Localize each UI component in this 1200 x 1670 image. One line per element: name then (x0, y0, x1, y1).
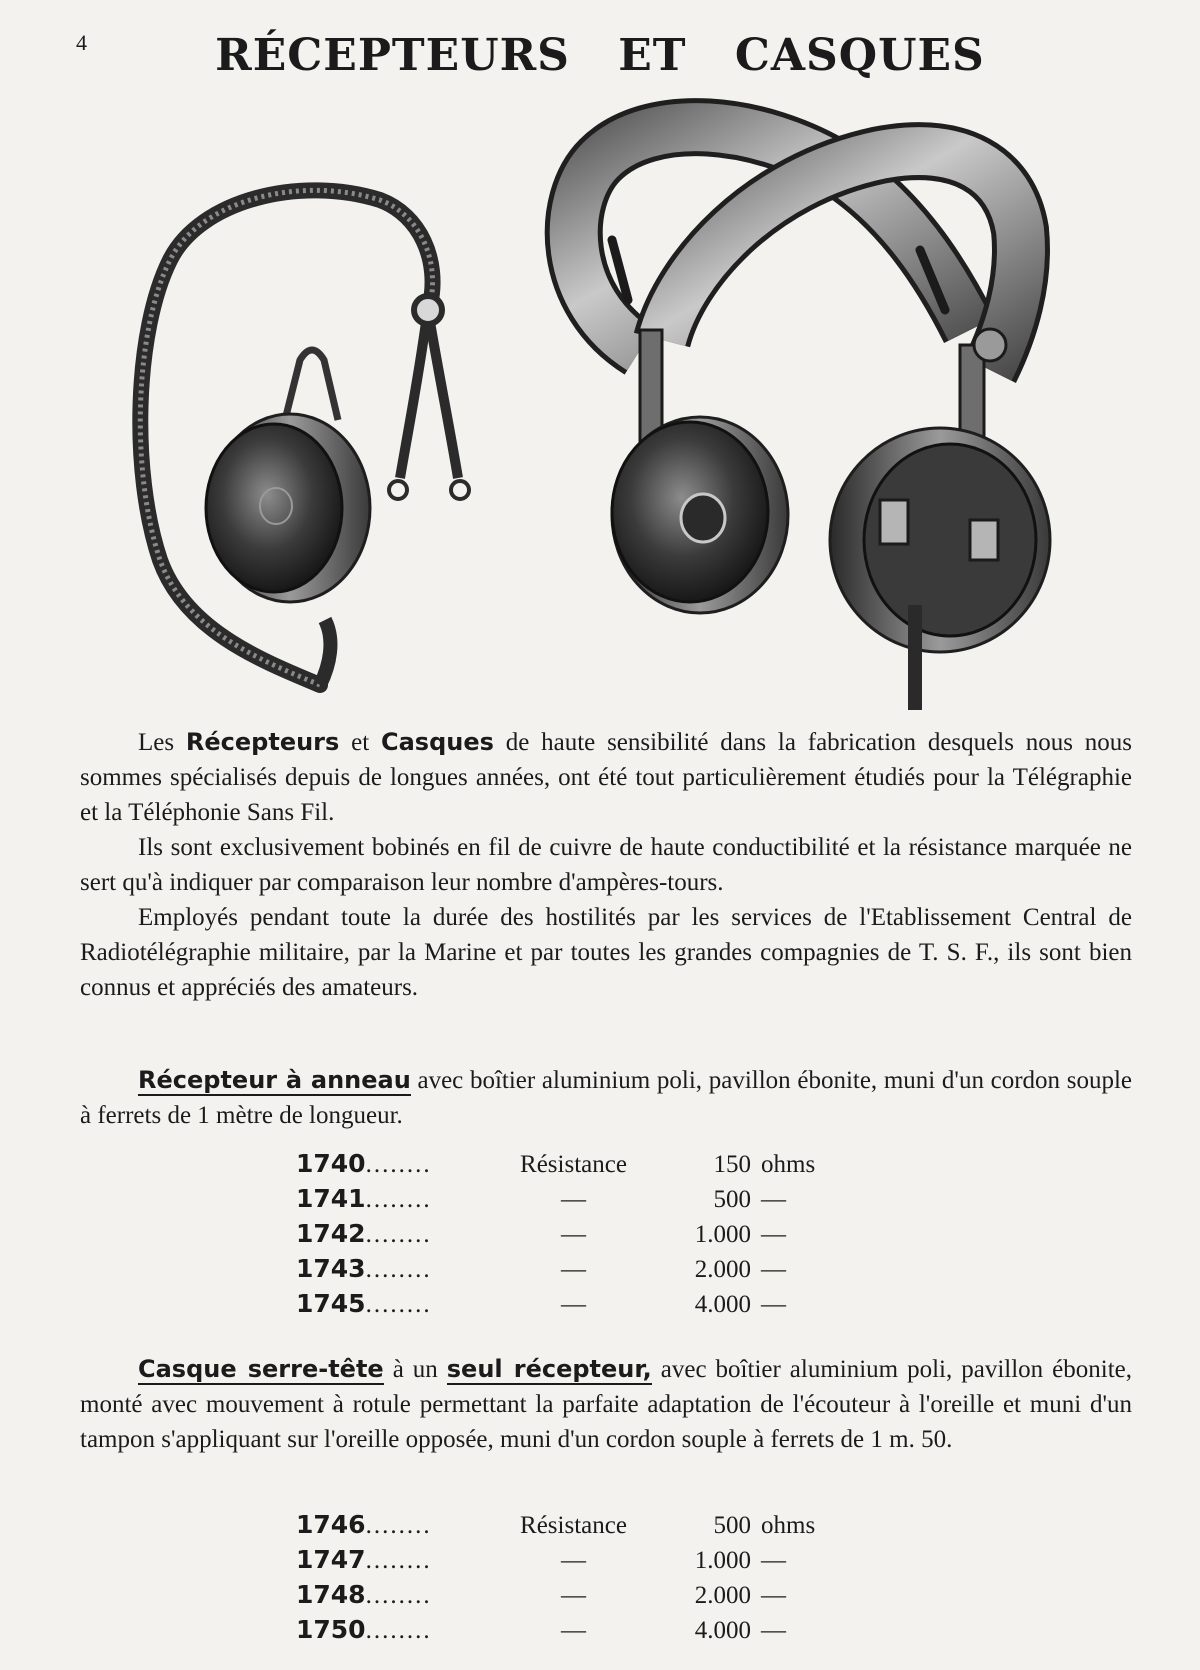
ref-code: 1742........ (296, 1219, 432, 1248)
resistance-value: 4.000 (694, 1290, 751, 1318)
table-row (296, 1287, 841, 1322)
title-word-2: ET (618, 30, 687, 81)
price-table-1 (296, 1147, 841, 1322)
ref-code: 1741........ (296, 1184, 432, 1213)
title-word-1: RÉCEPTEURS (215, 30, 570, 81)
resistance-unit: — (761, 1255, 786, 1283)
resistance-unit: — (761, 1616, 786, 1644)
section1-heading: Récepteur à anneau (138, 1066, 411, 1094)
title-word-3: CASQUES (734, 30, 985, 81)
resistance-label: — (561, 1581, 586, 1609)
ref-code: 1748........ (296, 1580, 432, 1609)
table-row (296, 1508, 841, 1543)
resistance-value: 2.000 (694, 1255, 751, 1283)
resistance-value: 500 (713, 1511, 751, 1539)
resistance-unit: — (761, 1290, 786, 1318)
ref-code: 1743........ (296, 1254, 432, 1283)
table-row (296, 1578, 841, 1613)
resistance-value: 1.000 (694, 1546, 751, 1574)
section-recepteur-a-anneau (80, 1063, 1132, 1133)
resistance-label: — (561, 1255, 586, 1283)
table-row (296, 1182, 841, 1217)
ref-code: 1745........ (296, 1289, 432, 1318)
resistance-unit: ohms (761, 1150, 816, 1178)
term-recepteurs: Récepteurs (185, 728, 340, 756)
ref-code: 1750........ (296, 1615, 432, 1644)
single-ring-receiver-illustration (140, 190, 469, 685)
table-row (296, 1217, 841, 1252)
resistance-label: — (561, 1185, 586, 1213)
ref-code: 1747........ (296, 1545, 432, 1574)
section2-description: Casque serre-tête à un seul récepteur, avec boîtier aluminium poli, pavillon ébonite, monté avec mouvement à rotule permettant la parfaite adaptation de l'écouteur à l'oreille et muni d'un tampon s'appliquant sur l'oreille opposée, muni d'un cordon souple à ferrets de 1 m. 50. (80, 1355, 1132, 1453)
intro-text (80, 725, 1132, 1005)
section1-description: Récepteur à anneau avec boîtier aluminium poli, pavillon ébonite, muni d'un cordon souple à ferrets de 1 mètre de longueur. (80, 1066, 1132, 1129)
resistance-label: Résistance (520, 1150, 627, 1178)
price-table-2 (296, 1508, 841, 1648)
section2-heading-1: Casque serre-tête (138, 1355, 384, 1383)
ref-code: 1740........ (296, 1149, 432, 1178)
resistance-label: — (561, 1616, 586, 1644)
table-row (296, 1613, 841, 1648)
section-casque-serre-tete (80, 1352, 1132, 1457)
table-row (296, 1147, 841, 1182)
intro-paragraph-3: Employés pendant toute la durée des hostilités par les services de l'Etablissement Central de Radiotélégraphie militaire, par la Marine et par toutes les grandes compagnies de T. S. F., ils sont bien connus et appréciés des amateurs. (80, 904, 1132, 1001)
ref-code: 1746........ (296, 1510, 432, 1539)
illustrations (0, 0, 1200, 720)
resistance-unit: — (761, 1185, 786, 1213)
page-number: 4 (76, 30, 87, 55)
table-row (296, 1252, 841, 1287)
section2-heading-2: seul récepteur, (446, 1355, 652, 1383)
resistance-value: 4.000 (694, 1616, 751, 1644)
intro-paragraph-2: Ils sont exclusivement bobinés en fil de cuivre de haute conductibilité et la résistance marquée ne sert qu'à indiquer par comparaison leur nombre d'ampères-tours. (80, 834, 1132, 896)
resistance-value: 1.000 (694, 1220, 751, 1248)
resistance-unit: — (761, 1581, 786, 1609)
resistance-label: — (561, 1290, 586, 1318)
resistance-label: — (561, 1546, 586, 1574)
resistance-value: 500 (713, 1185, 751, 1213)
resistance-unit: ohms (761, 1511, 816, 1539)
resistance-value: 150 (713, 1150, 751, 1178)
resistance-unit: — (761, 1220, 786, 1248)
resistance-label: Résistance (520, 1511, 627, 1539)
resistance-unit: — (761, 1546, 786, 1574)
term-casques: Casques (380, 728, 494, 756)
intro-paragraph-1: Les Récepteurs et Casques de haute sensibilité dans la fabrication desquels nous nous sommes spécialisés depuis de longues années, ont été tout particulièrement étudiés pour la Télégraphie et la Téléphonie Sans Fil. (80, 728, 1132, 826)
resistance-label: — (561, 1220, 586, 1248)
table-row (296, 1543, 841, 1578)
headband-double-receiver-illustration (574, 127, 1050, 710)
resistance-value: 2.000 (694, 1581, 751, 1609)
